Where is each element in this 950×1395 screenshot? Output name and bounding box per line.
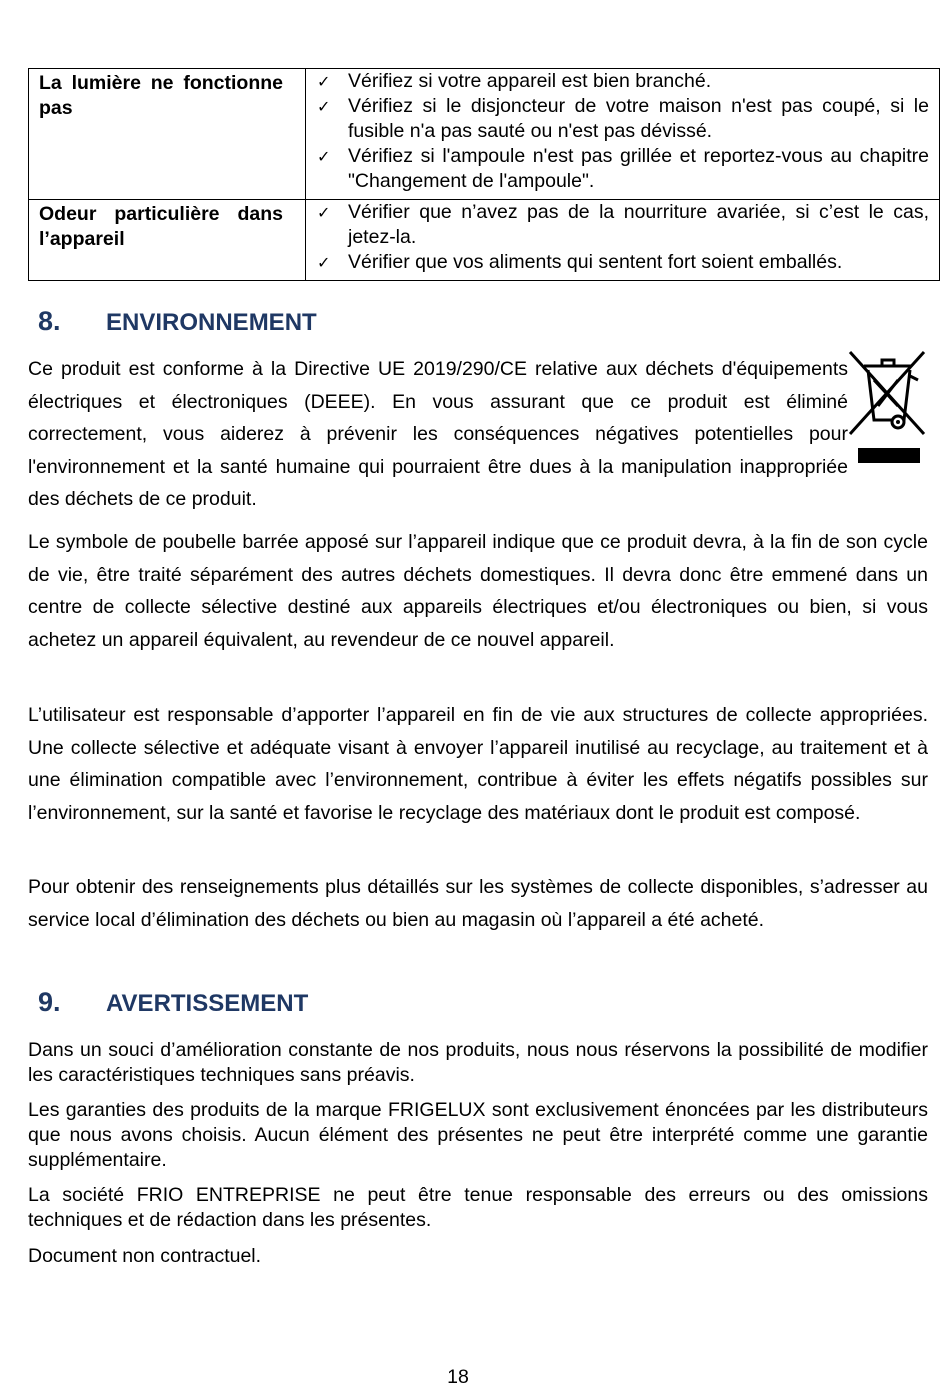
list-item: ✓ Vérifiez si votre appareil est bien branché. — [317, 70, 712, 92]
list-item: ✓ Vérifiez si l'ampoule n'est pas grillée et reportez-vous au chapitre "Changement de l'ampoule". — [317, 145, 929, 192]
problem-text: La lumière ne fonctionne pas — [39, 72, 283, 119]
paragraph: Dans un souci d’amélioration constante de nos produits, nous nous réservons la possibilité de modifier les caractéristiques techniques sans préavis. — [28, 1039, 928, 1086]
checks-cell — [306, 69, 940, 200]
problem-cell — [29, 69, 306, 200]
section-heading-warning — [38, 987, 308, 1018]
section-number: 8. — [38, 306, 61, 336]
paragraph: Document non contractuel. — [28, 1245, 262, 1267]
paragraph: Pour obtenir des renseignements plus détaillés sur les systèmes de collecte disponibles, s’adresser au service local d’élimination des déchets ou bien au magasin où l’appareil a été acheté. — [28, 876, 928, 931]
section-title: AVERTISSEMENT — [106, 990, 309, 1017]
section-title: ENVIRONNEMENT — [106, 309, 317, 336]
list-item: ✓ Vérifier que n’avez pas de la nourriture avariée, si c’est le cas, jetez-la. — [317, 201, 929, 248]
checkmark-icon: ✓ — [317, 72, 331, 91]
paragraph: L’utilisateur est responsable d’apporter l’appareil en fin de vie aux structures de collecte appropriées. Une collecte sélective et adéquate visant à envoyer l’appareil inutilisé au recyclage, au traitement et à une élimination compatible avec l’environnement, contribue à éviter les effets négatifs possibles sur l’environnement, sur la santé et favorise le recyclage des matériaux dont le produit est composé. — [28, 704, 928, 824]
paragraph: Les garanties des produits de la marque FRIGELUX sont exclusivement énoncées par les distributeurs que nous avons choisis. Aucun élément des présentes ne peut être interprété comme une garantie supplémentaire. — [28, 1099, 928, 1171]
page-number: 18 — [447, 1366, 469, 1388]
table-row — [29, 69, 940, 200]
checkmark-icon: ✓ — [317, 203, 331, 222]
checkmark-icon: ✓ — [317, 253, 331, 272]
check-list — [316, 69, 929, 194]
section-heading-environment — [38, 306, 317, 337]
checkmark-icon: ✓ — [317, 147, 331, 166]
paragraph: La société FRIO ENTREPRISE ne peut être tenue responsable des erreurs ou des omissions techniques et de rédaction dans les présentes. — [28, 1184, 928, 1231]
paragraph: Le symbole de poubelle barrée apposé sur l’appareil indique que ce produit devra, à la fin de son cycle de vie, être traité séparément des autres déchets domestiques. Il devra donc être emmené dans un centre de collecte sélective destiné aux appareils électriques et/ou électroniques ou bien, si vous achetez un appareil équivalent, au revendeur de ce nouvel appareil. — [28, 531, 928, 651]
list-item: ✓ Vérifiez si le disjoncteur de votre maison n'est pas coupé, si le fusible n'a pas sauté ou n'est pas dévissé. — [317, 95, 929, 142]
troubleshooting-table — [28, 68, 940, 281]
paragraph: Ce produit est conforme à la Directive UE 2019/290/CE relative aux déchets d'équipements électriques et électroniques (DEEE). En vous assurant que ce produit est éliminé correctement, vous aiderez à prévenir les conséquences négatives potentielles pour l'environnement et la santé humaine qui pourraient être dues à la manipulation inappropriée des déchets de ce produit. — [28, 358, 848, 510]
checks-cell — [306, 200, 940, 281]
section-number: 9. — [38, 987, 61, 1017]
table-row — [29, 200, 940, 281]
checkmark-icon: ✓ — [317, 97, 331, 116]
check-list — [316, 200, 929, 275]
list-item: ✓ Vérifier que vos aliments qui sentent fort soient emballés. — [317, 251, 843, 273]
crossed-out-wheelie-bin-icon — [848, 348, 926, 466]
problem-cell — [29, 200, 306, 281]
problem-text: Odeur particulière dans l’appareil — [39, 203, 283, 250]
